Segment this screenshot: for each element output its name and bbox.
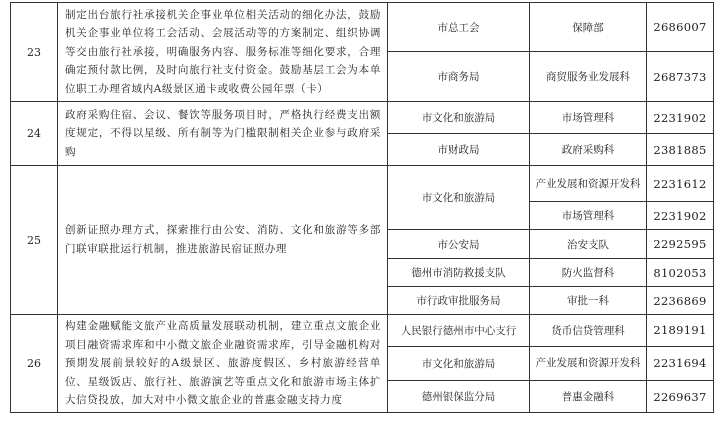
responsible-department: 市文化和旅游局	[388, 346, 530, 381]
contact-phone: 2292595	[647, 230, 714, 259]
responsible-department: 市商务局	[388, 52, 530, 102]
contact-phone: 2381885	[647, 134, 714, 166]
contact-phone: 2269637	[647, 381, 714, 413]
contact-phone: 2231902	[647, 102, 714, 134]
item-number: 26	[11, 315, 58, 413]
contact-phone: 2687373	[647, 52, 714, 102]
contact-phone: 2231694	[647, 346, 714, 381]
responsible-department: 德州银保监分局	[388, 381, 530, 413]
contact-phone: 2236869	[647, 287, 714, 315]
table-row	[11, 3, 714, 52]
responsible-department: 人民银行德州市中心支行	[388, 315, 530, 347]
measure-text: 构建金融赋能文旅产业高质量发展联动机制，建立重点文旅企业项目融资需求库和中小微文旅企业融资需求库，引导金融机构对预期发展前景较好的A级景区、旅游度假区、乡村旅游经营单位、星级饭店、旅行社、旅游演艺等重点文化和旅游市场主体扩大信贷投放，加大对中小微文旅企业的普惠金融支持力度	[58, 315, 388, 413]
measure-text: 制定出台旅行社承接机关企事业单位相关活动的细化办法，鼓励机关企事业单位将工会活动、会展活动等的方案制定、组织协调等交由旅行社承接，明确服务内容、服务标准等细化要求，合理确定预付款比例，及时向旅行社支付资金。鼓励基层工会为本单位职工办理省域内A级景区通卡或收费公园年票（卡）	[58, 3, 388, 102]
measure-text: 创新证照办理方式，探索推行由公安、消防、文化和旅游等多部门联审联批运行机制，推进旅游民宿证照办理	[58, 166, 388, 315]
responsible-department: 市总工会	[388, 3, 530, 52]
responsible-office: 产业发展和资源开发科	[530, 346, 647, 381]
responsible-office: 市场管理科	[530, 202, 647, 230]
table-row	[11, 102, 714, 134]
responsible-department: 市财政局	[388, 134, 530, 166]
contact-phone: 2686007	[647, 3, 714, 52]
responsible-office: 政府采购科	[530, 134, 647, 166]
item-number: 23	[11, 3, 58, 102]
measure-text: 政府采购住宿、会议、餐饮等服务项目时，严格执行经费支出额度规定，不得以星级、所有制等为门槛限制相关企业参与政府采购	[58, 102, 388, 166]
item-number: 25	[11, 166, 58, 315]
contact-phone: 8102053	[647, 259, 714, 287]
responsible-office: 产业发展和资源开发科	[530, 166, 647, 202]
item-number: 24	[11, 102, 58, 166]
contact-phone: 2231902	[647, 202, 714, 230]
responsible-department: 市文化和旅游局	[388, 102, 530, 134]
responsible-department: 市行政审批服务局	[388, 287, 530, 315]
table-row	[11, 166, 714, 202]
responsible-department: 德州市消防救援支队	[388, 259, 530, 287]
responsible-office: 防火监督科	[530, 259, 647, 287]
contact-table	[10, 2, 714, 413]
responsible-office: 审批一科	[530, 287, 647, 315]
responsible-office: 保障部	[530, 3, 647, 52]
responsible-office: 货币信贷管理科	[530, 315, 647, 347]
responsible-office: 商贸服务业发展科	[530, 52, 647, 102]
responsible-office: 市场管理科	[530, 102, 647, 134]
responsible-department: 市公安局	[388, 230, 530, 259]
responsible-department: 市文化和旅游局	[388, 166, 530, 230]
responsible-office: 治安支队	[530, 230, 647, 259]
contact-phone: 2231612	[647, 166, 714, 202]
contact-phone: 2189191	[647, 315, 714, 347]
table-row	[11, 315, 714, 347]
responsible-office: 普惠金融科	[530, 381, 647, 413]
